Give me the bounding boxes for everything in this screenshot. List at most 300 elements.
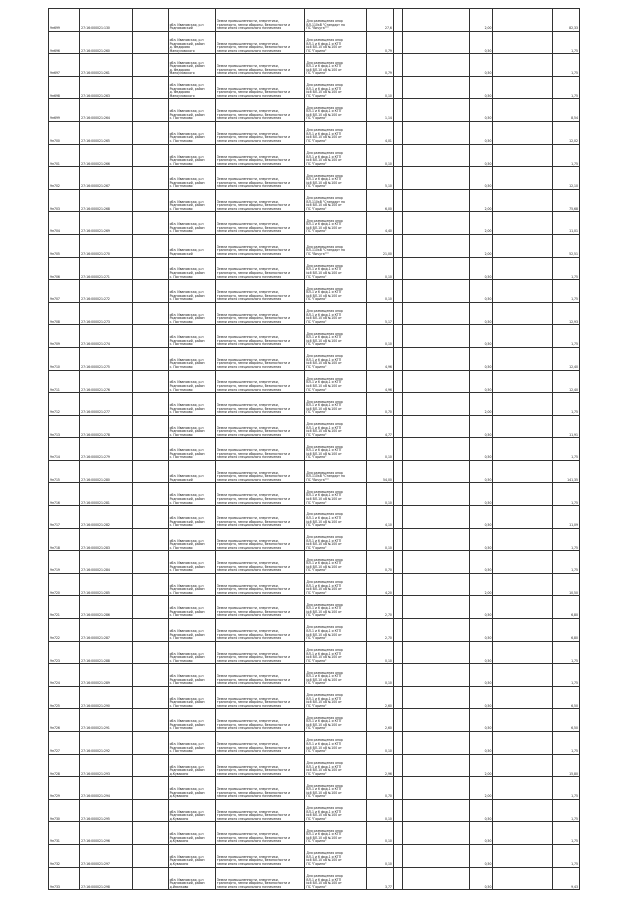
empty-cell: [402, 438, 469, 461]
permitted-use-cell: [305, 167, 366, 190]
empty-cell: [393, 167, 402, 190]
empty-cell: [493, 121, 552, 144]
amount-cell: 1,75: [552, 799, 579, 822]
permitted-use-cell-line: ПС "Горино": [306, 523, 327, 528]
land-category-cell: [215, 686, 305, 709]
address-cell-line: Родниковский, район: [169, 361, 205, 366]
empty-cell: [133, 460, 168, 483]
record-number-cell: 9н699: [49, 99, 80, 122]
land-category-cell-line: земли иного специального назначения: [216, 816, 282, 821]
address-cell-line: Родниковский, район: [169, 542, 205, 547]
permitted-use-cell-line: ВЛ-1 и 6 фид.1 и КТП: [306, 267, 342, 272]
address-cell-line: Родниковский, район: [169, 632, 205, 637]
record-number-cell: 9н730: [49, 799, 80, 822]
permitted-use-cell-line: ПС "Горино": [306, 590, 327, 595]
empty-cell: [493, 167, 552, 190]
land-category-cell-line: земли иного специального назначения: [216, 48, 282, 53]
empty-cell: [133, 9, 168, 32]
permitted-use-cell-line: Для размещения опор: [306, 399, 343, 404]
land-category-cell-line: Земли промышленности, энергетики,: [216, 244, 279, 249]
permitted-use-cell-line: ПС "Горино": [306, 139, 327, 144]
permitted-use-cell-line: ВЛ-1 и 6 фид.1 и КТП: [306, 741, 342, 746]
permitted-use-cell-line: Для размещения опор: [306, 286, 343, 291]
permitted-use-cell-line: Для размещения опор: [306, 761, 343, 765]
permitted-use-cell-line: ВЛ-1 и 6 фид.1 и КТП: [306, 131, 342, 136]
empty-cell: [133, 709, 168, 732]
empty-cell: [133, 822, 168, 845]
permitted-use-cell-line: ВЛ-1 и 6 фид.1 и КТП: [306, 854, 342, 859]
land-category-cell: [215, 438, 305, 461]
empty-cell: [133, 686, 168, 709]
empty-cell: [493, 347, 552, 370]
empty-cell: [402, 99, 469, 122]
cadastral-number-cell: 27:16:000021:291: [80, 709, 133, 732]
record-number-cell: 9н724: [49, 664, 80, 687]
empty-cell: [393, 799, 402, 822]
permitted-use-cell-line: ПС "Горино": [306, 749, 327, 754]
empty-cell: [393, 506, 402, 529]
empty-cell: [493, 76, 552, 99]
table-row: [49, 325, 580, 348]
land-category-cell: [215, 347, 305, 370]
land-category-cell: [215, 822, 305, 845]
permitted-use-cell: [305, 212, 366, 235]
table-row: [49, 234, 580, 257]
land-category-cell: [215, 573, 305, 596]
land-category-cell-line: земли иного специального назначения: [216, 410, 282, 415]
record-number-cell: 9н711: [49, 370, 80, 393]
permitted-use-cell: [305, 799, 366, 822]
land-category-cell-line: земли иного специального назначения: [216, 839, 282, 844]
address-cell: [168, 370, 215, 393]
address-cell-line: с. Постниково: [169, 184, 193, 189]
coefficient-cell: 0,50: [470, 302, 493, 325]
cadastral-number-cell: 27:16:000021:294: [80, 777, 133, 800]
empty-cell: [133, 415, 168, 438]
address-cell: [168, 325, 215, 348]
land-category-cell-line: Земли промышленности, энергетики,: [216, 674, 279, 679]
address-cell-line: обл. Ивановская, р-н: [169, 109, 204, 114]
address-cell-line: с. Постниково: [169, 410, 193, 415]
land-category-cell: [215, 144, 305, 167]
land-category-cell: [215, 31, 305, 54]
empty-cell: [402, 280, 469, 303]
area-cell: 2,70: [366, 619, 393, 642]
area-cell: 0,10: [366, 822, 393, 845]
address-cell-line: д.Иванково: [169, 884, 189, 889]
address-cell-line: Маноуловского: [169, 93, 195, 98]
address-cell-line: с. Постниково: [169, 161, 193, 166]
land-category-cell-line: транспорта, земли обороны, безопасности и: [216, 225, 291, 230]
area-cell: 0,70: [366, 393, 393, 416]
coefficient-cell: 0,50: [470, 325, 493, 348]
amount-cell: 1,75: [552, 31, 579, 54]
address-cell-line: с. Постниково: [169, 568, 193, 573]
table-row: [49, 664, 580, 687]
empty-cell: [402, 551, 469, 574]
table-row: [49, 99, 580, 122]
record-number-cell: 9н717: [49, 506, 80, 529]
address-cell-line: обл. Ивановская, р-н: [169, 583, 204, 588]
land-category-cell-line: земли иного специального назначения: [216, 251, 282, 256]
land-category-cell-line: земли иного специального назначения: [216, 184, 282, 189]
permitted-use-cell: [305, 822, 366, 845]
address-cell-line: Родниковский, район: [169, 158, 205, 163]
coefficient-cell: 0,50: [470, 144, 493, 167]
area-cell: 2,60: [366, 686, 393, 709]
coefficient-cell: 2,00: [470, 189, 493, 212]
empty-cell: [493, 619, 552, 642]
table-row: [49, 551, 580, 574]
empty-cell: [493, 234, 552, 257]
address-cell-line: с. Постниково: [169, 545, 193, 550]
land-category-cell: [215, 551, 305, 574]
cadastral-number-cell: 27:16:000021:293: [80, 754, 133, 777]
land-category-cell-line: Земли промышленности, энергетики,: [216, 267, 279, 272]
permitted-use-cell-line: ВЛ-1 и 6 фид.1 и КТП: [306, 583, 342, 588]
land-category-cell: [215, 167, 305, 190]
coefficient-cell: 0,50: [470, 822, 493, 845]
table-row: [49, 754, 580, 777]
address-cell-line: Родниковский, район: [169, 64, 205, 69]
permitted-use-cell-line: ВЛ-1 и 6 фид.1 и КТП: [306, 86, 342, 91]
address-cell-line: обл. Ивановская, р-н: [169, 787, 204, 792]
amount-cell: 1,75: [552, 844, 579, 867]
land-category-cell: [215, 393, 305, 416]
permitted-use-cell: [305, 99, 366, 122]
empty-cell: [493, 280, 552, 303]
empty-cell: [493, 573, 552, 596]
empty-cell: [402, 347, 469, 370]
cadastral-number-cell: 27:16:000021:265: [80, 121, 133, 144]
address-cell: [168, 212, 215, 235]
amount-cell: 1,75: [552, 664, 579, 687]
table-row: [49, 257, 580, 280]
permitted-use-cell-line: №6 ВЛ-10 кВ №100 от: [306, 881, 342, 886]
land-category-cell-line: земли иного специального назначения: [216, 636, 282, 641]
permitted-use-cell-line: ВЛ-1 и 6 фид.1 и КТП: [306, 674, 342, 679]
address-cell-line: с. Постниково: [169, 749, 193, 754]
record-number-cell: 9н705: [49, 234, 80, 257]
land-category-cell-line: Земли промышленности, энергетики,: [216, 787, 279, 792]
empty-cell: [493, 54, 552, 77]
permitted-use-cell: [305, 438, 366, 461]
land-category-cell-line: транспорта, земли обороны, безопасности и: [216, 271, 291, 276]
record-number-cell: 9н728: [49, 754, 80, 777]
permitted-use-cell: [305, 732, 366, 755]
land-category-cell: [215, 483, 305, 506]
empty-cell: [402, 799, 469, 822]
permitted-use-cell-line: ВЛ-1 и 6 фид.1 и КТП: [306, 290, 342, 295]
address-cell: [168, 822, 215, 845]
permitted-use-cell-line: Для размещения опор: [306, 128, 343, 133]
land-category-cell-line: транспорта, земли обороны, безопасности и: [216, 203, 291, 208]
land-category-cell: [215, 325, 305, 348]
cadastral-number-cell: 27:16:000021:288: [80, 641, 133, 664]
address-cell-line: с. Постниково: [169, 342, 193, 347]
address-cell-line: Родниковский, район: [169, 519, 205, 524]
permitted-use-cell: [305, 121, 366, 144]
land-category-cell: [215, 867, 305, 890]
land-category-cell: [215, 596, 305, 619]
address-cell: [168, 551, 215, 574]
cadastral-number-cell: 27:16:000021:296: [80, 822, 133, 845]
empty-cell: [393, 619, 402, 642]
permitted-use-cell: [305, 189, 366, 212]
area-cell: 0,79: [366, 54, 393, 77]
address-cell-line: обл. Ивановская, р-н: [169, 83, 204, 88]
address-cell-line: Родниковский, район: [169, 700, 205, 705]
permitted-use-cell-line: ПС "Горино": [306, 364, 327, 369]
permitted-use-cell-line: Для размещения опор: [306, 738, 343, 743]
land-category-cell-line: земли иного специального назначения: [216, 297, 282, 302]
land-category-cell: [215, 9, 305, 32]
permitted-use-cell: [305, 506, 366, 529]
address-cell-line: Родниковский, район: [169, 609, 205, 614]
permitted-use-cell: [305, 709, 366, 732]
table-row: [49, 121, 580, 144]
record-number-cell: 9н725: [49, 686, 80, 709]
permitted-use-cell-line: Для размещения опор: [306, 218, 343, 223]
empty-cell: [393, 189, 402, 212]
land-category-cell-line: Земли промышленности, энергетики,: [216, 854, 279, 859]
area-cell: 27,6: [366, 9, 393, 32]
land-category-cell-line: Земли промышленности, энергетики,: [216, 425, 279, 430]
address-cell: [168, 189, 215, 212]
empty-cell: [493, 370, 552, 393]
land-category-cell-line: земли иного специального назначения: [216, 26, 282, 31]
empty-cell: [133, 777, 168, 800]
land-category-cell-line: земли иного специального назначения: [216, 794, 282, 799]
cadastral-number-cell: 27:16:000021:297: [80, 844, 133, 867]
land-category-cell-line: Земли промышленности, энергетики,: [216, 177, 279, 182]
table-row: [49, 777, 580, 800]
area-cell: 0,10: [366, 844, 393, 867]
amount-cell: 12,93: [552, 302, 579, 325]
record-number-cell: 9н732: [49, 844, 80, 867]
land-category-cell: [215, 619, 305, 642]
permitted-use-cell: [305, 619, 366, 642]
empty-cell: [402, 302, 469, 325]
address-cell-line: обл. Ивановская, р-н: [169, 651, 204, 656]
permitted-use-cell-line: ВЛ-1 и 6 фид.1 и КТП: [306, 651, 342, 656]
cadastral-number-cell: 27:16:000021:282: [80, 506, 133, 529]
empty-cell: [393, 144, 402, 167]
permitted-use-cell-line: ПС "Горино": [306, 410, 327, 415]
area-cell: 4,96: [366, 370, 393, 393]
table-row: [49, 506, 580, 529]
area-cell: 21,00: [366, 234, 393, 257]
land-category-cell-line: транспорта, земли обороны, безопасности и: [216, 677, 291, 682]
empty-cell: [393, 732, 402, 755]
area-cell: 3,77: [366, 867, 393, 890]
empty-cell: [493, 844, 552, 867]
empty-cell: [493, 189, 552, 212]
permitted-use-cell-line: №6 ВЛ-10 кВ №100 от: [306, 496, 342, 501]
amount-cell: 1,75: [552, 641, 579, 664]
address-cell-line: д.Кувакино: [169, 862, 189, 867]
empty-cell: [402, 686, 469, 709]
land-category-cell: [215, 234, 305, 257]
land-category-cell-line: земли иного специального назначения: [216, 274, 282, 279]
empty-cell: [393, 99, 402, 122]
coefficient-cell: 0,50: [470, 415, 493, 438]
amount-cell: 12,02: [552, 121, 579, 144]
address-cell-line: Маноуловского: [169, 48, 195, 53]
permitted-use-cell: [305, 641, 366, 664]
address-cell: [168, 438, 215, 461]
amount-cell: 1,75: [552, 393, 579, 416]
land-category-cell-line: Земли промышленности, энергетики,: [216, 470, 279, 475]
empty-cell: [402, 867, 469, 890]
amount-cell: 6,80: [552, 596, 579, 619]
permitted-use-cell-line: №6 ВЛ-10 кВ №100 от: [306, 180, 342, 185]
record-number-cell: 9н707: [49, 280, 80, 303]
permitted-use-cell-line: №6 ВЛ-10 кВ №100 от: [306, 700, 342, 705]
address-cell-line: Родниковский, район: [169, 112, 205, 117]
land-category-cell-line: транспорта, земли обороны, безопасности и: [216, 22, 291, 27]
permitted-use-cell-line: ВЛ-1 и 6 фид.1 и КТП: [306, 425, 342, 430]
table-row: [49, 280, 580, 303]
record-number-cell: 9н698: [49, 76, 80, 99]
empty-cell: [493, 9, 552, 32]
land-category-cell-line: земли иного специального назначения: [216, 568, 282, 573]
address-cell-line: Родниковский, район: [169, 655, 205, 660]
land-category-cell: [215, 189, 305, 212]
land-category-cell-line: земли иного специального назначения: [216, 681, 282, 686]
permitted-use-cell-line: ВЛ-1 и 6 фид.1 и КТП: [306, 177, 342, 182]
table-row: [49, 460, 580, 483]
cadastral-number-cell: 27:16:000021:290: [80, 686, 133, 709]
land-category-cell-line: Земли промышленности, энергетики,: [216, 18, 279, 23]
empty-cell: [402, 528, 469, 551]
cadastral-number-cell: 27:16:000021:289: [80, 664, 133, 687]
empty-cell: [133, 506, 168, 529]
coefficient-cell: 2,00: [470, 777, 493, 800]
permitted-use-cell: [305, 686, 366, 709]
address-cell-line: д. Федорово: [169, 90, 190, 95]
area-cell: 5,17: [366, 302, 393, 325]
table-row: [49, 732, 580, 755]
address-cell: [168, 777, 215, 800]
empty-cell: [493, 596, 552, 619]
permitted-use-cell-line: ПС "Горино": [306, 771, 327, 776]
address-cell: [168, 302, 215, 325]
table-row: [49, 641, 580, 664]
empty-cell: [133, 189, 168, 212]
empty-cell: [493, 438, 552, 461]
permitted-use-cell-line: Для размещения опор: [306, 38, 343, 42]
permitted-use-cell-line: Для размещения опор: [306, 648, 343, 653]
land-category-cell-line: Земли промышленности, энергетики,: [216, 154, 279, 159]
coefficient-cell: 0,50: [470, 167, 493, 190]
table-body: [49, 9, 580, 890]
address-cell-line: с. Постниково: [169, 387, 193, 392]
permitted-use-cell-line: ПС "Горино": [306, 794, 327, 799]
address-cell-line: с. Постниково: [169, 658, 193, 663]
empty-cell: [133, 483, 168, 506]
address-cell: [168, 596, 215, 619]
land-category-cell-line: Земли промышленности, энергетики,: [216, 606, 279, 611]
land-category-cell-line: земли иного специального назначения: [216, 387, 282, 392]
land-category-cell: [215, 257, 305, 280]
coefficient-cell: 0,50: [470, 121, 493, 144]
address-cell-line: обл. Ивановская, р-н: [169, 474, 204, 479]
empty-cell: [393, 573, 402, 596]
land-category-cell-line: Земли промышленности, энергетики,: [216, 696, 279, 701]
empty-cell: [133, 54, 168, 77]
amount-cell: 1,75: [552, 438, 579, 461]
permitted-use-cell-line: №6 ВЛ-10 кВ №100 от: [306, 67, 342, 72]
address-cell-line: обл. Ивановская, р-н: [169, 628, 204, 633]
land-category-cell-line: транспорта, земли обороны, безопасности и: [216, 496, 291, 501]
land-category-cell-line: транспорта, земли обороны, безопасности и: [216, 429, 291, 434]
empty-cell: [493, 483, 552, 506]
permitted-use-cell-line: ВЛ-1 и 6 фид.1 и КТП: [306, 403, 342, 408]
empty-cell: [133, 528, 168, 551]
table-row: [49, 619, 580, 642]
address-cell-line: д. Федорово: [169, 45, 190, 50]
permitted-use-cell-line: ПС "Горино": [306, 71, 327, 76]
land-category-cell: [215, 799, 305, 822]
permitted-use-cell-line: №6 ВЛ-10 кВ №100 от: [306, 225, 342, 230]
coefficient-cell: 2,00: [470, 754, 493, 777]
permitted-use-cell-line: ПС "Горино": [306, 862, 327, 867]
permitted-use-cell-line: №6 ВЛ-10 кВ №100 от: [306, 406, 342, 411]
record-number-cell: 9н708: [49, 302, 80, 325]
coefficient-cell: 0,50: [470, 31, 493, 54]
empty-cell: [493, 528, 552, 551]
permitted-use-cell: [305, 754, 366, 777]
land-category-cell-line: транспорта, земли обороны, безопасности и: [216, 90, 291, 95]
land-category-cell-line: земли иного специального назначения: [216, 771, 282, 776]
address-cell-line: Родниковский, район: [169, 338, 205, 343]
coefficient-cell: 0,50: [470, 732, 493, 755]
area-cell: 0,10: [366, 325, 393, 348]
land-category-cell-line: Земли промышленности, энергетики,: [216, 651, 279, 656]
address-cell: [168, 619, 215, 642]
permitted-use-cell-line: ВЛ-1 и 6 фид.1 и КТП: [306, 448, 342, 453]
empty-cell: [402, 573, 469, 596]
land-category-cell-line: транспорта, земли обороны, безопасности и: [216, 474, 291, 479]
permitted-use-cell-line: ВЛ-1 и 6 фид.1 и КТП: [306, 628, 342, 633]
permitted-use-cell: [305, 551, 366, 574]
permitted-use-cell-line: №6 ВЛ-10 кВ №100 от: [306, 135, 342, 140]
land-category-cell-line: Земли промышленности, энергетики,: [216, 493, 279, 498]
permitted-use-cell-line: ПС "Горино": [306, 48, 327, 53]
cadastral-number-cell: 27:16:000021:278: [80, 415, 133, 438]
empty-cell: [402, 370, 469, 393]
address-cell-line: Маноуловского: [169, 71, 195, 76]
land-category-cell-line: транспорта, земли обороны, безопасности и: [216, 564, 291, 569]
area-cell: 0,10: [366, 257, 393, 280]
address-cell-line: обл. Ивановская, р-н: [169, 425, 204, 430]
land-category-cell-line: земли иного специального назначения: [216, 71, 282, 76]
record-number-cell: 9н699: [49, 9, 80, 32]
land-category-cell-line: Земли промышленности, энергетики,: [216, 290, 279, 295]
empty-cell: [393, 596, 402, 619]
amount-cell: 6,50: [552, 709, 579, 732]
table-row: [49, 212, 580, 235]
permitted-use-cell-line: Для размещения опор: [306, 512, 343, 517]
empty-cell: [393, 121, 402, 144]
permitted-use-cell-line: Для размещения опор: [306, 851, 343, 856]
address-cell-line: Родниковский, район: [169, 881, 205, 886]
address-cell-line: с. Постниково: [169, 206, 193, 211]
empty-cell: [393, 257, 402, 280]
land-category-cell-line: Земли промышленности, энергетики,: [216, 199, 279, 204]
cadastral-number-cell: 27:16:000021:270: [80, 234, 133, 257]
